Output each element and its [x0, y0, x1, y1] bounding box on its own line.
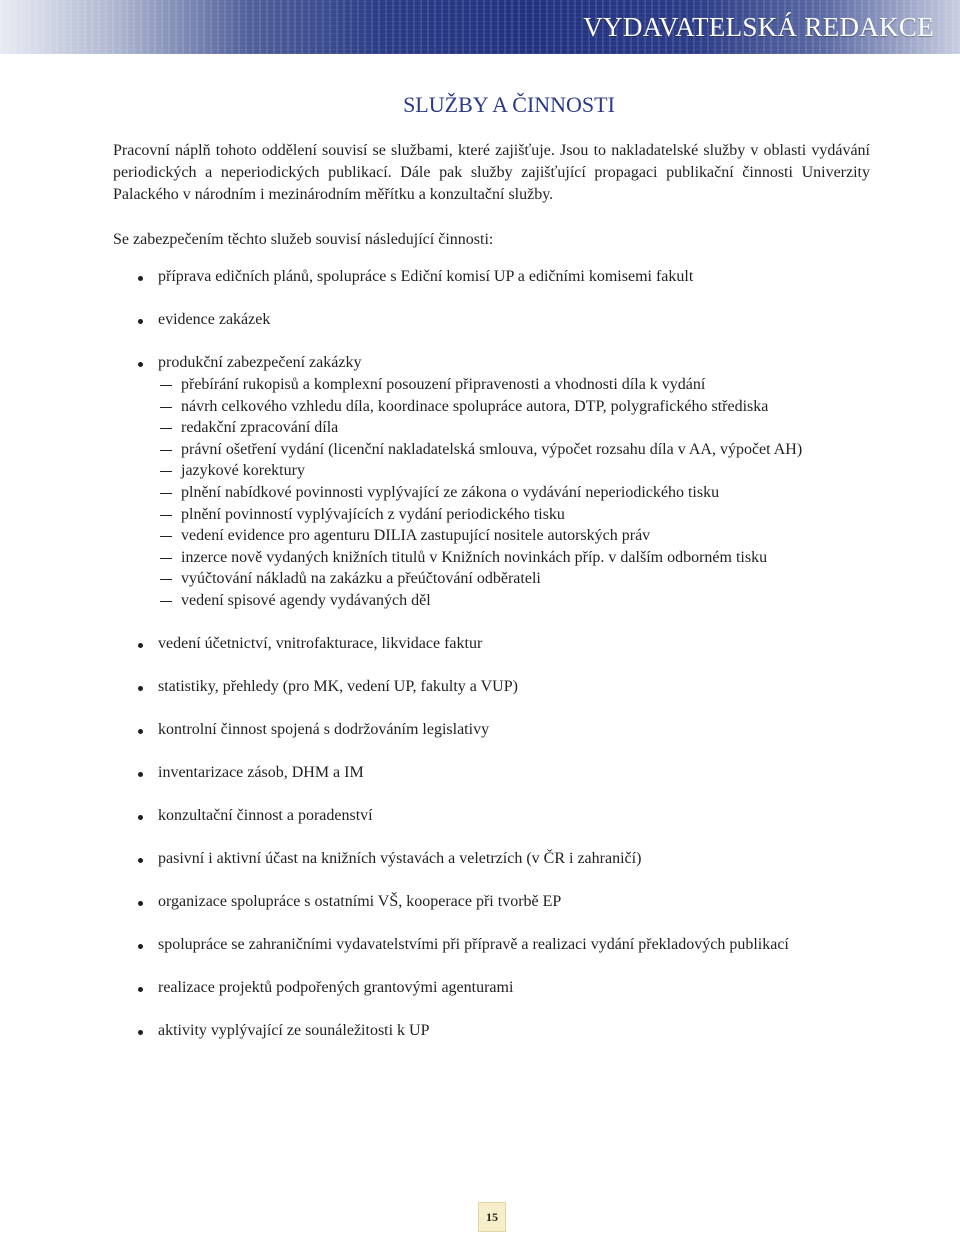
section-title: SLUŽBY A ČINNOSTI [403, 92, 615, 117]
activities-list [113, 266, 873, 1063]
list-item-label: produkční zabezpečení zakázky [158, 354, 362, 371]
list-item: realizace projektů podpořených grantovými agenturami [113, 977, 873, 999]
intro-paragraph: Pracovní náplň tohoto oddělení souvisí se službami, které zajišťuje. Jsou to nakladatelské služby v oblasti vydávání periodických a neperiodických publikací. Dále pak služby zajišťující propagaci publikační činnosti Univerzity Palackého v národním i mezinárodním měřítku a konzultační služby. [113, 142, 870, 203]
list-item: konzultační činnost a poradenství [113, 805, 873, 827]
sublist-item: plnění povinností vyplývajících z vydání periodického tisku [113, 504, 873, 526]
sublist-item: vedení evidence pro agenturu DILIA zastupující nositele autorských práv [113, 525, 873, 547]
list-item: aktivity vyplývající ze sounáležitosti k UP [113, 1020, 873, 1042]
list-item: vedení účetnictví, vnitrofakturace, likvidace faktur [113, 633, 873, 655]
sublist-item: vedení spisové agendy vydávaných děl [113, 590, 873, 612]
list-item: příprava edičních plánů, spolupráce s Ediční komisí UP a edičními komisemi fakult [113, 266, 873, 288]
list-item: spolupráce se zahraničními vydavatelstvími při přípravě a realizaci vydání překladových publikací [113, 934, 873, 956]
list-item: organizace spolupráce s ostatními VŠ, kooperace při tvorbě EP [113, 891, 873, 913]
sublist-item: právní ošetření vydání (licenční nakladatelská smlouva, výpočet rozsahu díla v AA, výpočet AH) [113, 439, 873, 461]
header-title: VYDAVATELSKÁ REDAKCE [583, 12, 934, 42]
sublist-item: plnění nabídkové povinnosti vyplývající ze zákona o vydávání neperiodického tisku [113, 482, 873, 504]
header-banner [0, 0, 960, 54]
page-number: 15 [478, 1202, 506, 1232]
sublist-item: inzerce nově vydaných knižních titulů v Knižních novinkách příp. v dalším odborném tisku [113, 547, 873, 569]
list-item-production [113, 352, 873, 612]
list-item: inventarizace zásob, DHM a IM [113, 762, 873, 784]
sublist-item: přebírání rukopisů a komplexní posouzení připravenosti a vhodnosti díla k vydání [113, 374, 873, 396]
list-item: pasivní i aktivní účast na knižních výstavách a veletrzích (v ČR i zahraničí) [113, 848, 873, 870]
list-item: kontrolní činnost spojená s dodržováním legislativy [113, 719, 873, 741]
production-sublist [113, 374, 873, 612]
sublist-item: jazykové korektury [113, 460, 873, 482]
sublist-item: redakční zpracování díla [113, 417, 873, 439]
list-item: evidence zakázek [113, 309, 873, 331]
list-item: statistiky, přehledy (pro MK, vedení UP, fakulty a VUP) [113, 676, 873, 698]
sublist-item: návrh celkového vzhledu díla, koordinace spolupráce autora, DTP, polygrafického střediska [113, 396, 873, 418]
lead-sentence: Se zabezpečením těchto služeb souvisí následující činnosti: [113, 231, 494, 248]
sublist-item: vyúčtování nákladů na zakázku a přeúčtování odběrateli [113, 568, 873, 590]
